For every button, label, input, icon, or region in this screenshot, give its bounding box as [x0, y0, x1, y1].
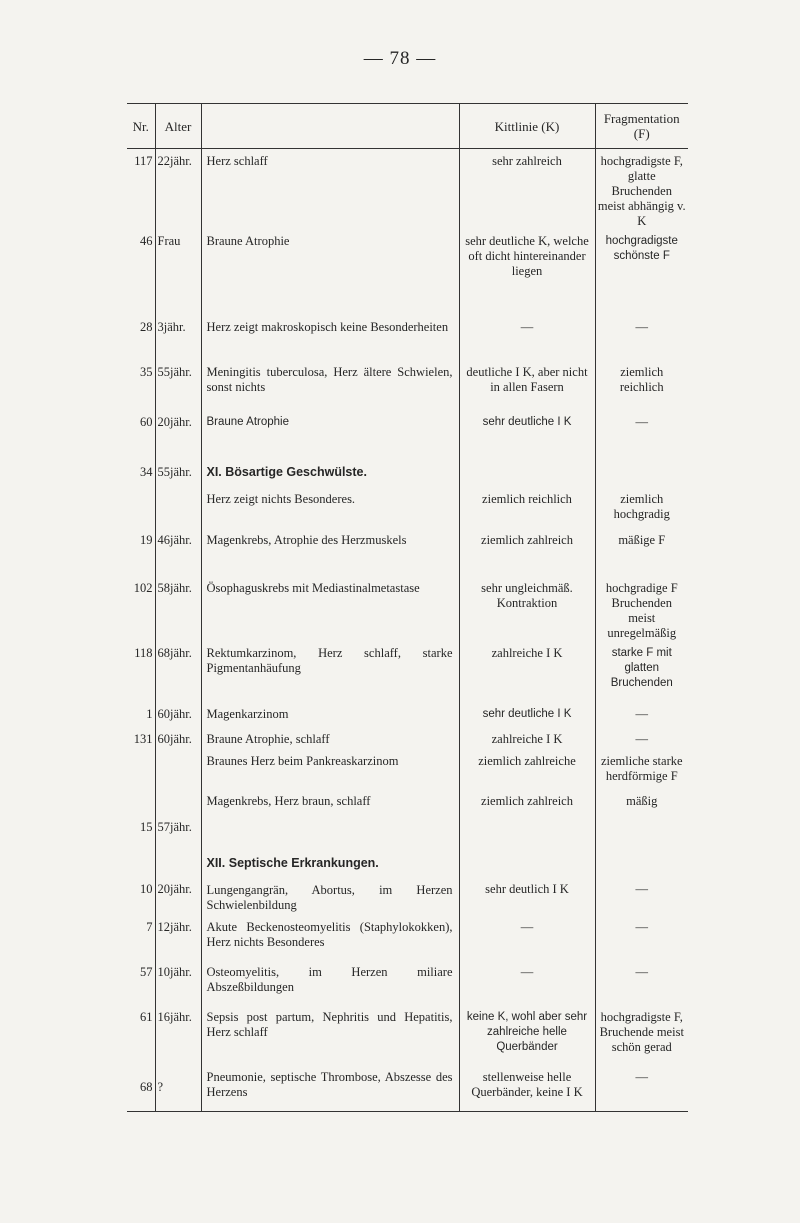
table-row	[127, 576, 688, 641]
cell-nr: 19	[140, 533, 153, 547]
table-row	[127, 815, 688, 851]
cell-alter: 20jähr.	[155, 410, 201, 460]
table-header-row	[127, 104, 688, 149]
cell-kittlinie: —	[459, 915, 595, 960]
cell-nr: 118	[134, 646, 153, 660]
page-number: — 78 —	[363, 48, 437, 69]
cell-description: Braunes Herz beim Pankreaskarzinom	[201, 749, 459, 789]
cell-alter: 55jähr.	[155, 460, 201, 528]
cell-fragmentation: —	[595, 315, 688, 360]
table-row	[127, 727, 688, 749]
cell-nr: 68	[127, 1065, 155, 1111]
cell-kittlinie: —	[459, 960, 595, 1005]
cell-description-text: Herz zeigt nichts Besonderes.	[206, 492, 356, 506]
cell-nr: 102	[133, 581, 153, 595]
cell-alter: 55jähr.	[155, 360, 201, 410]
table-row	[127, 851, 688, 915]
cell-description	[201, 815, 459, 851]
cell-fragmentation: starke F mit glatten Bruchenden	[595, 641, 688, 702]
cell-alter	[155, 749, 201, 789]
cell-nr: 117	[134, 154, 153, 168]
cell-alter: 46jähr.	[155, 528, 201, 576]
cell-fragmentation: hochgradigste schönste F	[595, 229, 688, 315]
cell-nr: 61	[140, 1010, 153, 1024]
cell-kittlinie: —	[459, 315, 595, 360]
cell-fragmentation: ziemlich reichlich	[595, 360, 688, 410]
cell-description: Ösophaguskrebs mit Mediastinalmetastase	[201, 576, 459, 641]
cell-description: Magenkrebs, Herz braun, schlaff	[201, 789, 459, 815]
cell-fragmentation: —	[595, 727, 688, 749]
cell-fragmentation: —	[595, 915, 688, 960]
cell-description	[201, 460, 459, 528]
cell-nr	[127, 749, 155, 789]
cell-alter: 60jähr.	[155, 727, 201, 749]
table-row	[127, 1005, 688, 1065]
section-heading: XII. Septische Erkrankungen.	[206, 856, 379, 870]
cell-alter: 68jähr.	[155, 641, 201, 702]
cell-kittlinie: ziemlich zahlreich	[459, 528, 595, 576]
cell-description: Akute Beckenosteomyelitis (Staphylokokken), Herz nichts Besonderes	[201, 915, 459, 960]
cell-kittlinie	[459, 815, 595, 851]
cell-fragmentation	[595, 815, 688, 851]
cell-nr: 35	[140, 365, 153, 379]
cell-alter: 57jähr.	[155, 815, 201, 851]
cell-alter: 20jähr.	[155, 851, 201, 915]
cell-alter: 58jähr.	[155, 576, 201, 641]
cell-kittlinie: ziemlich zahlreich	[459, 789, 595, 815]
cell-nr	[127, 789, 155, 815]
header-description	[201, 104, 459, 149]
cell-fragmentation: hochgradigste F, Bruchende meist schön gerad	[595, 1005, 688, 1065]
cell-kittlinie: keine K, wohl aber sehr zahlreiche helle Querbänder	[459, 1005, 595, 1065]
cell-nr: 34	[140, 465, 153, 479]
cell-kittlinie: sehr deutliche K, welche oft dicht hintereinander liegen	[459, 229, 595, 315]
table-row	[127, 789, 688, 815]
cell-fragmentation: ziemlich hochgradig	[595, 460, 688, 528]
cell-fragmentation: ziemliche starke herdförmige F	[595, 749, 688, 789]
cell-nr: 131	[133, 732, 153, 746]
cell-fragmentation: hochgradigste F, glatte Bruchenden meist abhängig v. K	[595, 149, 688, 230]
section-heading: XI. Bösartige Geschwülste.	[206, 465, 367, 479]
cell-description	[201, 851, 459, 915]
table-row	[127, 749, 688, 789]
table-row	[127, 702, 688, 727]
cell-fragmentation: —	[595, 851, 688, 915]
cell-kittlinie: zahlreiche I K	[459, 727, 595, 749]
cell-description: Braune Atrophie	[201, 229, 459, 315]
cell-nr: 57	[140, 965, 153, 979]
cell-fragmentation: —	[595, 960, 688, 1005]
cell-alter	[155, 789, 201, 815]
cell-alter: 12jähr.	[155, 915, 201, 960]
cell-kittlinie: zahlreiche I K	[459, 641, 595, 702]
cell-description-text: Lungengangrän, Abortus, im Herzen Schwielenbildung	[206, 883, 453, 912]
table-row	[127, 460, 688, 528]
findings-table	[127, 103, 688, 1112]
cell-nr: 7	[146, 920, 153, 934]
header-kittlinie: Kittlinie (K)	[459, 104, 595, 149]
cell-kittlinie: sehr deutlich I K	[459, 851, 595, 915]
cell-alter: 3jähr.	[155, 315, 201, 360]
cell-fragmentation: —	[595, 1065, 688, 1111]
cell-kittlinie: sehr deutliche I K	[459, 702, 595, 727]
cell-kittlinie: ziemlich reichlich	[459, 460, 595, 528]
cell-fragmentation: mäßige F	[595, 528, 688, 576]
cell-fragmentation: —	[595, 410, 688, 460]
table-row	[127, 641, 688, 702]
cell-kittlinie: sehr zahlreich	[459, 149, 595, 230]
cell-nr: 60	[140, 415, 153, 429]
table-row	[127, 1065, 688, 1111]
cell-alter: ?	[155, 1065, 201, 1111]
cell-description: Herz zeigt makroskopisch keine Besonderheiten	[201, 315, 459, 360]
cell-description: Sepsis post partum, Nephritis und Hepatitis, Herz schlaff	[201, 1005, 459, 1065]
cell-alter: 10jähr.	[155, 960, 201, 1005]
table-row	[127, 528, 688, 576]
cell-alter: Frau	[155, 229, 201, 315]
cell-nr: 1	[146, 707, 153, 721]
cell-description: Pneumonie, septische Thrombose, Abszesse des Herzens	[201, 1065, 459, 1111]
cell-kittlinie: deutliche I K, aber nicht in allen Fasern	[459, 360, 595, 410]
header-alter: Alter	[155, 104, 201, 149]
cell-description: Braune Atrophie, schlaff	[201, 727, 459, 749]
header-fragmentation: Fragmentation (F)	[595, 104, 688, 149]
cell-description: Magenkarzinom	[201, 702, 459, 727]
cell-fragmentation: mäßig	[595, 789, 688, 815]
cell-description: Magenkrebs, Atrophie des Herzmuskels	[201, 528, 459, 576]
cell-description: Braune Atrophie	[201, 410, 459, 460]
cell-alter: 22jähr.	[155, 149, 201, 230]
cell-description: Osteomyelitis, im Herzen miliare Abszeßbildungen	[201, 960, 459, 1005]
cell-kittlinie: sehr ungleichmäß. Kontraktion	[459, 576, 595, 641]
table-row	[127, 229, 688, 315]
cell-kittlinie: stellenweise helle Querbänder, keine I K	[459, 1065, 595, 1111]
table-row	[127, 149, 688, 230]
cell-nr: 10	[140, 882, 153, 896]
cell-description: Meningitis tuberculosa, Herz ältere Schwielen, sonst nichts	[201, 360, 459, 410]
cell-fragmentation: hochgradige F Bruchenden meist unregelmäßig	[595, 576, 688, 641]
table-row	[127, 960, 688, 1005]
cell-nr: 28	[140, 320, 153, 334]
cell-kittlinie: ziemlich zahlreiche	[459, 749, 595, 789]
cell-nr: 46	[140, 234, 153, 248]
cell-alter: 16jähr.	[155, 1005, 201, 1065]
table-row	[127, 915, 688, 960]
cell-nr: 15	[140, 820, 153, 834]
cell-description: Rektumkarzinom, Herz schlaff, starke Pigmentanhäufung	[201, 641, 459, 702]
table-row	[127, 315, 688, 360]
table-row	[127, 410, 688, 460]
table-row	[127, 360, 688, 410]
header-nr: Nr.	[127, 104, 155, 149]
cell-description: Herz schlaff	[201, 149, 459, 230]
cell-alter: 60jähr.	[155, 702, 201, 727]
cell-fragmentation: —	[595, 702, 688, 727]
cell-kittlinie: sehr deutliche I K	[459, 410, 595, 460]
